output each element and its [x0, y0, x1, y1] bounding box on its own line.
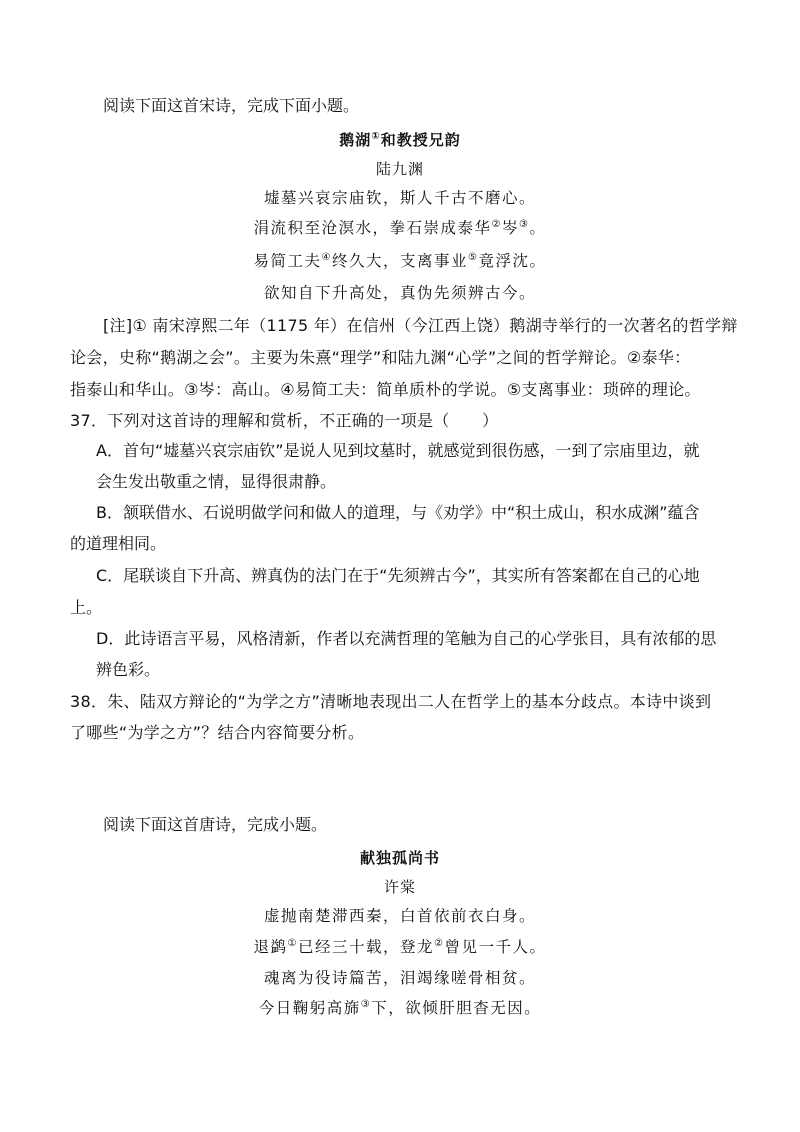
- poem2-title: 献独孤尚书: [359, 849, 440, 867]
- poem1-verse-4: 欲知自下升高处，真伪先须辨古今。: [263, 284, 536, 302]
- poem1-verse-3: 易简工夫④终久大，支离事业⑤竟浮沈。: [253, 252, 547, 270]
- option-d-line-2: 辨色彩。: [96, 660, 161, 679]
- footnote-marker: ④: [321, 252, 332, 263]
- option-c-line-2: 上。: [70, 598, 103, 617]
- poem2-verse-2: 退鹢①已经三十载，登龙②曾见一千人。: [253, 938, 547, 956]
- poem2-verse-3: 魂离为役诗篇苦，泪竭缘嗟骨相贫。: [263, 969, 536, 987]
- question-38-line-1: 38．朱、陆双方辩论的“为学之方”清晰地表现出二人在哲学上的基本分歧点。本诗中谈到: [70, 692, 712, 711]
- footnote-marker: ⑤: [468, 252, 479, 263]
- question-38-line-2: 了哪些“为学之方”？结合内容简要分析。: [70, 723, 365, 742]
- footnote-marker: ②: [491, 219, 502, 230]
- poem1-title: 鹅湖①和教授兄韵: [339, 131, 461, 149]
- section1-intro: 阅读下面这首宋诗，完成下面小题。: [103, 96, 360, 115]
- option-a-line-2: 会生发出敬重之情，显得很肃静。: [96, 472, 337, 491]
- option-c-line-1: C．尾联谈自下升高、辨真伪的法门在于“先须辨古今”，其实所有答案都在自己的心地: [96, 566, 700, 585]
- poem2-verse-1: 虚抛南楚滞西秦，白首依前衣白身。: [263, 907, 536, 925]
- footnote-marker: ①: [371, 131, 381, 142]
- note-line-1: [注]① 南宋淳熙二年（1175 年）在信州（今江西上饶）鹅湖寺举行的一次著名的哲学辩: [103, 316, 738, 335]
- poem2-author: 许棠: [383, 878, 416, 896]
- option-a-line-1: A．首句“墟墓兴哀宗庙钦”是说人见到坟墓时，就感觉到很伤感，一到了宗庙里边，就: [96, 441, 700, 460]
- question-37: 37．下列对这首诗的理解和赏析，不正确的一项是（ ）: [70, 411, 499, 430]
- footnote-marker: ①: [287, 938, 298, 949]
- footnote-marker: ②: [434, 938, 445, 949]
- option-d-line-1: D．此诗语言平易，风格清新，作者以充满哲理的笔触为自己的心学张目，具有浓郁的思: [96, 629, 717, 648]
- poem1-verse-2: 涓流积至沧溟水，拳石崇成泰华②岑③。: [253, 219, 547, 237]
- poem1-author: 陆九渊: [375, 160, 424, 178]
- footnote-marker: ③: [360, 999, 372, 1010]
- note-line-3: 指泰山和华山。③岑：高山。④易简工夫：简单质朴的学说。⑤支离事业：琐碎的理论。: [70, 380, 701, 399]
- section2-intro: 阅读下面这首唐诗，完成小题。: [103, 815, 328, 834]
- option-b-line-1: B．颔联借水、石说明做学问和做人的道理，与《劝学》中“积土成山，积水成渊”蕴含: [96, 503, 700, 522]
- footnote-marker: ③: [519, 219, 530, 230]
- poem2-verse-4: 今日鞠躬高旆③下，欲倾肝胆杳无因。: [258, 999, 542, 1017]
- option-b-line-2: 的道理相同。: [70, 534, 167, 553]
- poem1-verse-1: 墟墓兴哀宗庙钦，斯人千古不磨心。: [263, 189, 536, 207]
- note-line-2: 论会，史称“鹅湖之会”。主要为朱熹“理学”和陆九渊“心学”之间的哲学辩论。②泰华：: [70, 348, 691, 367]
